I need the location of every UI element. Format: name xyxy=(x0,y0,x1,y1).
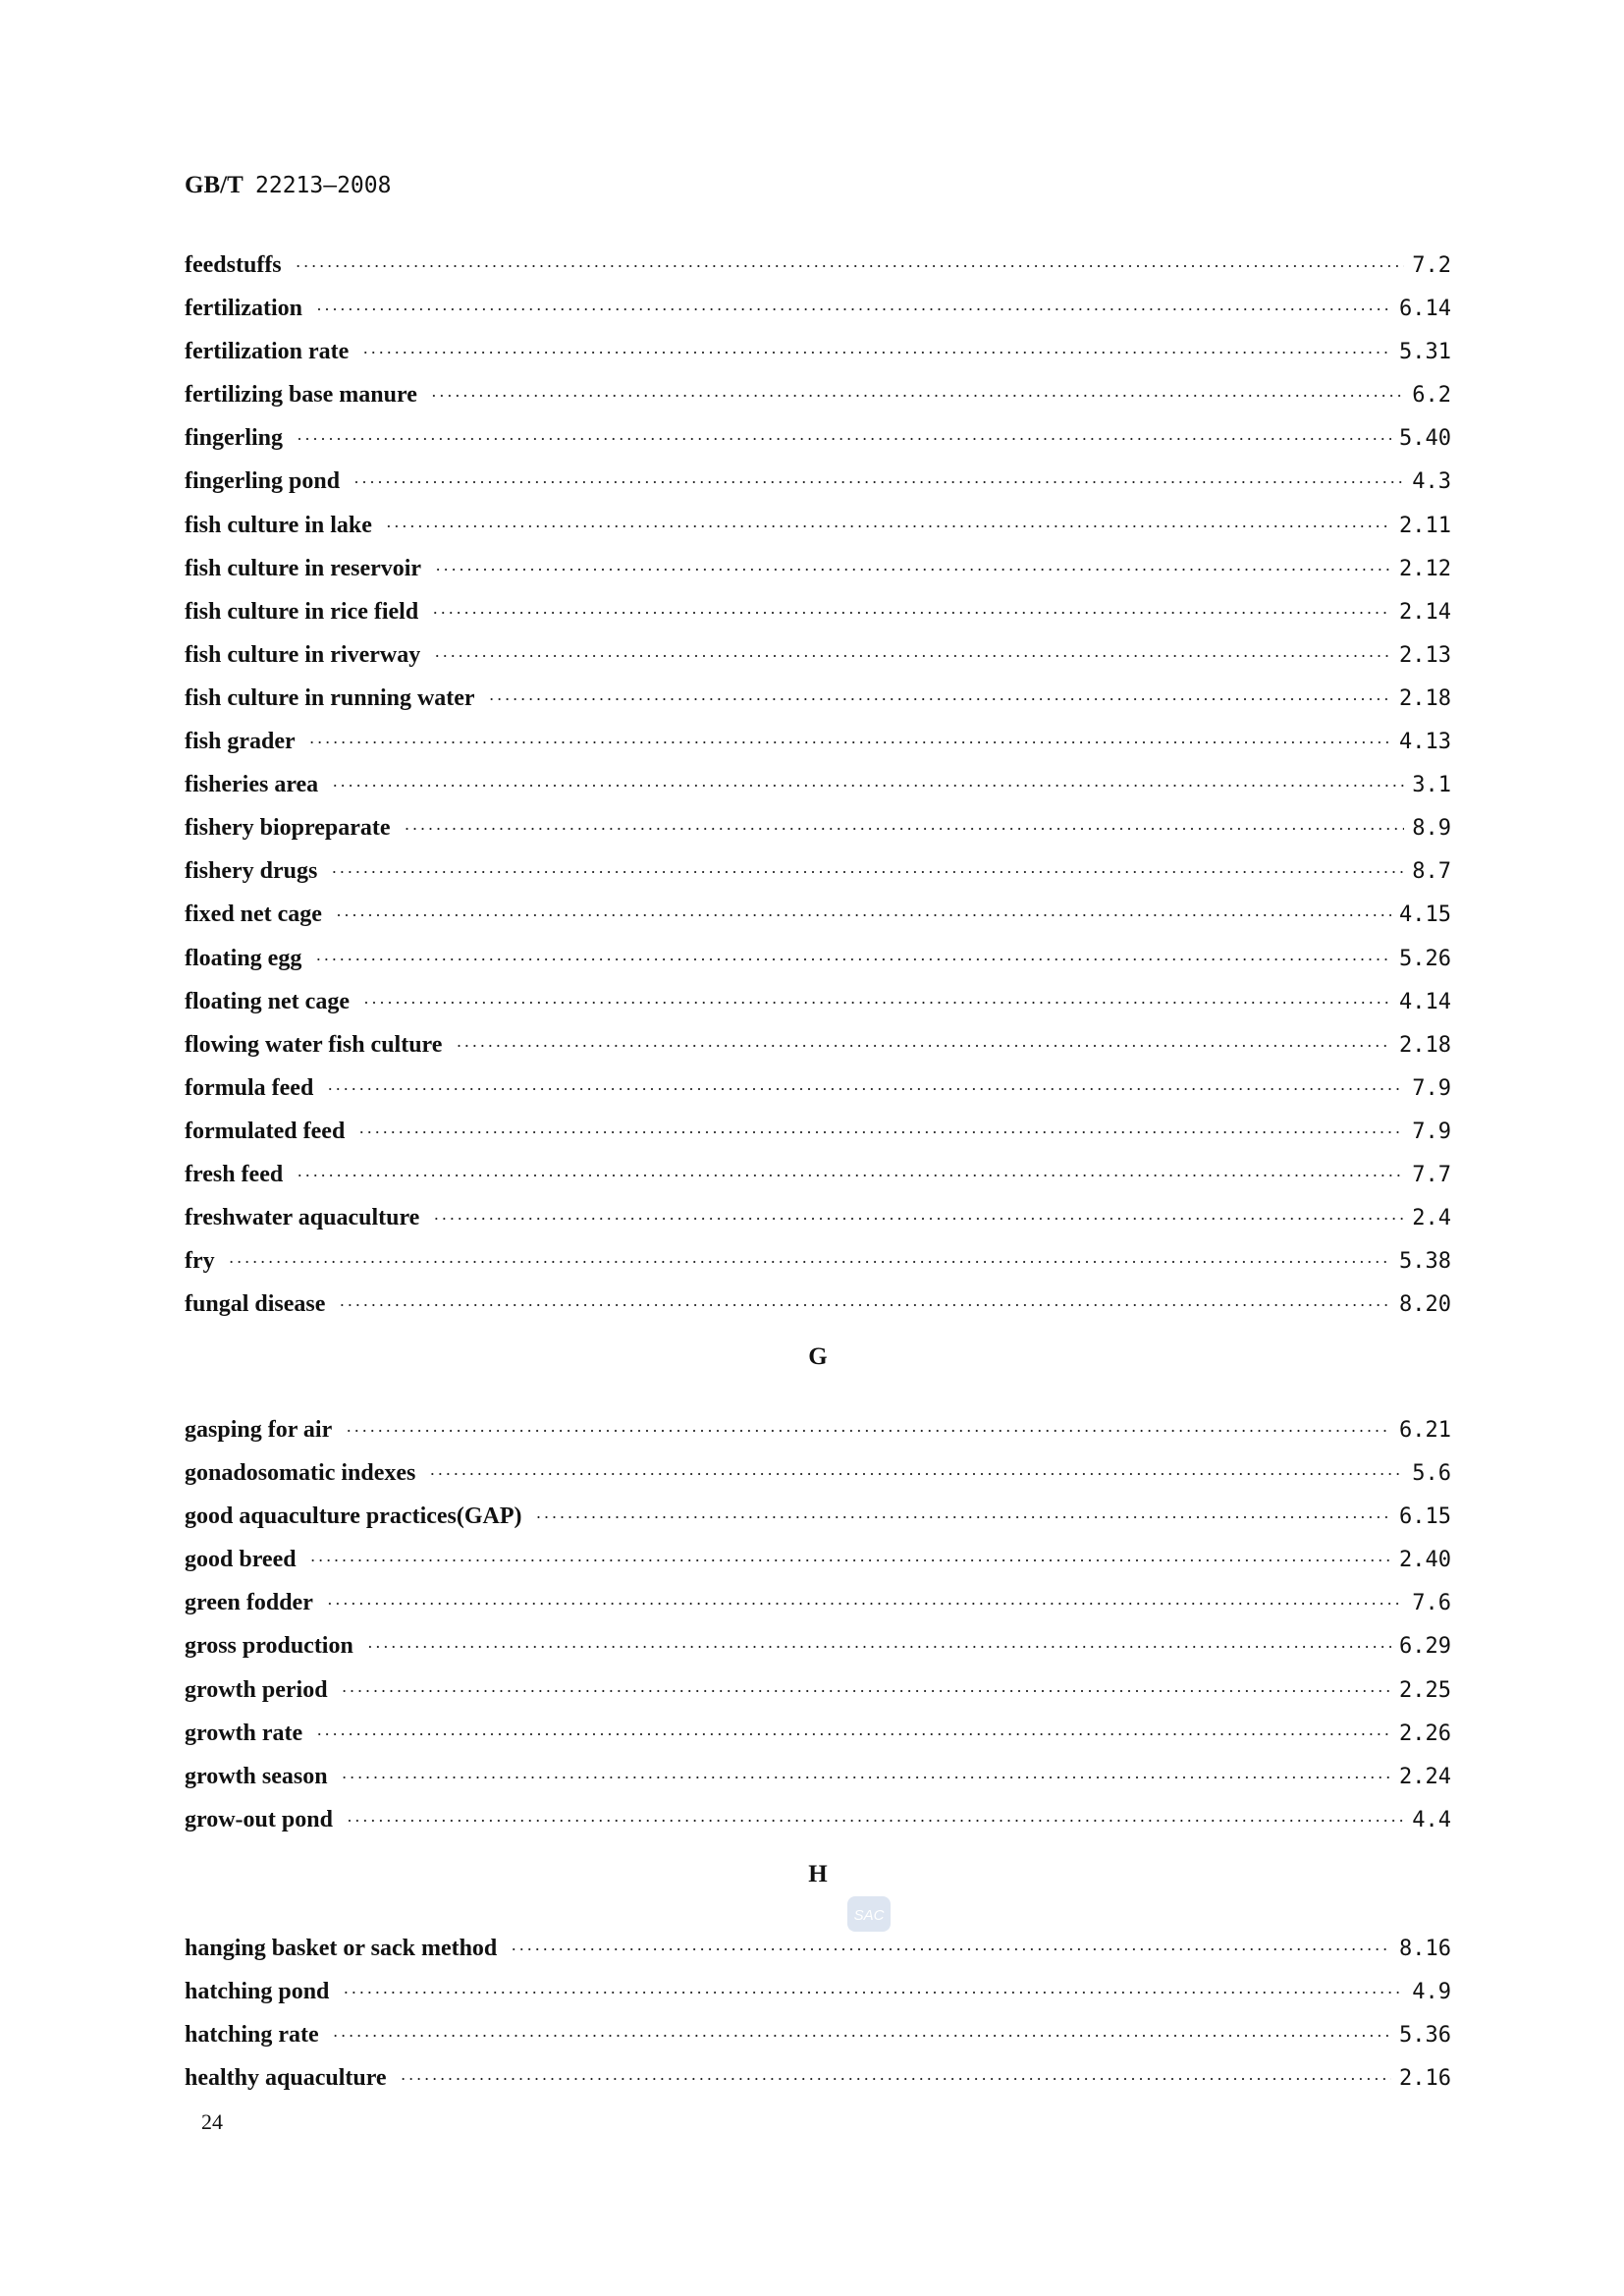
index-entry xyxy=(185,980,1451,1023)
index-term: fish culture in lake xyxy=(185,512,372,538)
index-entry xyxy=(185,460,1451,503)
index-entry xyxy=(185,2056,1451,2100)
clause-reference: 4.14 xyxy=(1399,989,1451,1014)
index-term: fertilization rate xyxy=(185,339,350,365)
index-entry xyxy=(185,373,1451,416)
index-entry xyxy=(185,1624,1451,1667)
standard-code: GB/T xyxy=(185,172,244,198)
clause-reference: 8.16 xyxy=(1399,1937,1451,1961)
index-term: healthy aquaculture xyxy=(185,2065,387,2092)
dot-leader xyxy=(405,807,1405,850)
dot-leader xyxy=(358,1111,1404,1154)
dot-leader xyxy=(316,288,1391,331)
clause-reference: 2.14 xyxy=(1399,599,1451,625)
index-term: fishery biopreparate xyxy=(185,815,391,842)
dot-leader xyxy=(327,1067,1404,1111)
dot-leader xyxy=(297,1154,1404,1197)
index-term: fertilizing base manure xyxy=(185,382,417,409)
index-term: flowing water fish culture xyxy=(185,1031,443,1058)
sac-logo-icon xyxy=(846,1895,892,1933)
dot-leader xyxy=(315,938,1391,981)
dot-leader xyxy=(347,1799,1404,1842)
dot-leader xyxy=(433,1197,1404,1240)
index-term: fertilization xyxy=(185,296,302,322)
dot-leader xyxy=(336,894,1391,937)
index-term: hatching rate xyxy=(185,2022,319,2049)
index-entry xyxy=(185,1283,1451,1326)
clause-reference: 7.9 xyxy=(1412,1075,1451,1101)
clause-reference: 4.15 xyxy=(1399,902,1451,928)
section-letter-g: G xyxy=(808,1343,828,1370)
index-entry xyxy=(185,287,1451,330)
index-term: fish culture in reservoir xyxy=(185,555,422,581)
dot-leader xyxy=(316,1713,1391,1756)
clause-reference: 8.9 xyxy=(1412,816,1451,842)
index-entry xyxy=(185,547,1451,590)
index-entry xyxy=(185,1408,1451,1451)
dot-leader xyxy=(386,505,1391,548)
dot-leader xyxy=(346,1409,1391,1452)
index-term: floating net cage xyxy=(185,988,350,1014)
index-term: fingerling pond xyxy=(185,468,341,495)
index-entry xyxy=(185,1110,1451,1153)
dot-leader xyxy=(309,721,1391,764)
index-section-f xyxy=(185,244,1451,1326)
dot-leader xyxy=(489,678,1391,721)
index-entry xyxy=(185,2013,1451,2056)
clause-reference: 2.26 xyxy=(1399,1721,1451,1746)
index-entry xyxy=(185,244,1451,287)
dot-leader xyxy=(332,764,1404,807)
clause-reference: 5.38 xyxy=(1399,1249,1451,1275)
index-entry xyxy=(185,1712,1451,1755)
index-term: fishery drugs xyxy=(185,858,318,885)
dot-leader xyxy=(431,374,1404,417)
index-term: formula feed xyxy=(185,1074,314,1101)
clause-reference: 8.7 xyxy=(1412,859,1451,885)
index-term: gross production xyxy=(185,1633,353,1660)
dot-leader xyxy=(339,1284,1391,1327)
index-term: fry xyxy=(185,1248,215,1275)
clause-reference: 7.6 xyxy=(1412,1591,1451,1616)
index-entry xyxy=(185,330,1451,373)
dot-leader xyxy=(367,1625,1391,1668)
index-entry xyxy=(185,1538,1451,1581)
index-term: good breed xyxy=(185,1547,297,1573)
index-entry xyxy=(185,806,1451,849)
dot-leader xyxy=(229,1240,1391,1284)
clause-reference: 2.25 xyxy=(1399,1677,1451,1703)
clause-reference: 5.6 xyxy=(1412,1461,1451,1487)
clause-reference: 6.14 xyxy=(1399,297,1451,322)
dot-leader xyxy=(362,331,1391,374)
index-term: fisheries area xyxy=(185,772,319,798)
page-number: 24 xyxy=(201,2109,223,2134)
index-term: good aquaculture practices(GAP) xyxy=(185,1503,522,1530)
document-header xyxy=(185,172,391,199)
clause-reference: 4.13 xyxy=(1399,730,1451,755)
clause-reference: 4.4 xyxy=(1412,1807,1451,1832)
index-term: fish culture in running water xyxy=(185,684,475,711)
index-entry xyxy=(185,893,1451,936)
standard-number: 22213—2008 xyxy=(255,173,392,198)
dot-leader xyxy=(456,1024,1391,1067)
dot-leader xyxy=(432,591,1391,634)
index-term: freshwater aquaculture xyxy=(185,1205,420,1231)
dot-leader xyxy=(297,417,1391,461)
index-section-g xyxy=(185,1408,1451,1841)
index-entry xyxy=(185,1495,1451,1538)
index-entry xyxy=(185,720,1451,763)
index-term: fresh feed xyxy=(185,1161,284,1187)
clause-reference: 2.4 xyxy=(1412,1206,1451,1231)
index-entry xyxy=(185,1066,1451,1110)
dot-leader xyxy=(401,2057,1391,2101)
index-term: grow-out pond xyxy=(185,1806,333,1832)
index-entry xyxy=(185,763,1451,806)
clause-reference: 7.9 xyxy=(1412,1119,1451,1144)
clause-reference: 2.18 xyxy=(1399,1032,1451,1058)
clause-reference: 2.16 xyxy=(1399,2066,1451,2092)
index-term: growth season xyxy=(185,1763,328,1789)
index-entry xyxy=(185,590,1451,633)
dot-leader xyxy=(342,1756,1391,1799)
dot-leader xyxy=(327,1582,1404,1625)
index-entry xyxy=(185,1023,1451,1066)
index-term: feedstuffs xyxy=(185,252,282,278)
clause-reference: 5.31 xyxy=(1399,340,1451,365)
index-term: fungal disease xyxy=(185,1291,326,1318)
index-term: formulated feed xyxy=(185,1118,346,1144)
index-term: growth period xyxy=(185,1676,328,1703)
index-entry xyxy=(185,504,1451,547)
index-entry xyxy=(185,1581,1451,1624)
dot-leader xyxy=(333,2014,1391,2057)
index-term: gonadosomatic indexes xyxy=(185,1460,416,1487)
clause-reference: 6.21 xyxy=(1399,1418,1451,1443)
index-term: growth rate xyxy=(185,1720,303,1746)
clause-reference: 7.7 xyxy=(1412,1162,1451,1187)
dot-leader xyxy=(343,1971,1404,2014)
index-entry xyxy=(185,1755,1451,1798)
dot-leader xyxy=(296,245,1405,288)
dot-leader xyxy=(342,1669,1391,1713)
clause-reference: 2.40 xyxy=(1399,1548,1451,1573)
clause-reference: 6.15 xyxy=(1399,1504,1451,1530)
dot-leader xyxy=(429,1452,1404,1496)
index-entry xyxy=(185,1970,1451,2013)
index-term: green fodder xyxy=(185,1590,313,1616)
index-entry xyxy=(185,1451,1451,1495)
dot-leader xyxy=(363,981,1391,1024)
index-term: fixed net cage xyxy=(185,902,322,928)
index-term: fish culture in riverway xyxy=(185,641,421,668)
clause-reference: 8.20 xyxy=(1399,1292,1451,1318)
index-term: fish culture in rice field xyxy=(185,598,419,625)
clause-reference: 4.9 xyxy=(1412,1980,1451,2005)
index-entry xyxy=(185,1927,1451,1970)
index-term: fingerling xyxy=(185,425,283,452)
clause-reference: 5.36 xyxy=(1399,2023,1451,2049)
clause-reference: 2.13 xyxy=(1399,642,1451,668)
index-entry xyxy=(185,1239,1451,1283)
clause-reference: 5.26 xyxy=(1399,946,1451,971)
clause-reference: 4.3 xyxy=(1412,469,1451,495)
index-entry xyxy=(185,1153,1451,1196)
svg-text:SAC: SAC xyxy=(853,1907,885,1924)
clause-reference: 2.11 xyxy=(1399,513,1451,538)
clause-reference: 6.2 xyxy=(1412,383,1451,409)
index-entry xyxy=(185,677,1451,720)
clause-reference: 2.12 xyxy=(1399,556,1451,581)
index-term: fish grader xyxy=(185,729,296,755)
index-term: hanging basket or sack method xyxy=(185,1936,498,1961)
clause-reference: 2.18 xyxy=(1399,685,1451,711)
clause-reference: 6.29 xyxy=(1399,1634,1451,1660)
index-entry xyxy=(185,1798,1451,1841)
index-term: gasping for air xyxy=(185,1417,333,1443)
clause-reference: 3.1 xyxy=(1412,773,1451,798)
dot-leader xyxy=(310,1539,1391,1582)
index-entry xyxy=(185,937,1451,980)
dot-leader xyxy=(435,548,1391,591)
section-letter-h: H xyxy=(808,1861,828,1887)
dot-leader xyxy=(434,634,1391,678)
index-entry xyxy=(185,1196,1451,1239)
index-entry xyxy=(185,416,1451,460)
index-entry xyxy=(185,633,1451,677)
clause-reference: 2.24 xyxy=(1399,1764,1451,1789)
dot-leader xyxy=(536,1496,1391,1539)
index-section-h xyxy=(185,1927,1451,2100)
clause-reference: 5.40 xyxy=(1399,426,1451,452)
dot-leader xyxy=(511,1928,1391,1971)
dot-leader xyxy=(331,850,1404,894)
index-entry xyxy=(185,1668,1451,1712)
index-entry xyxy=(185,849,1451,893)
dot-leader xyxy=(353,461,1404,504)
index-term: floating egg xyxy=(185,945,302,971)
index-term: hatching pond xyxy=(185,1979,330,2005)
clause-reference: 7.2 xyxy=(1412,253,1451,278)
